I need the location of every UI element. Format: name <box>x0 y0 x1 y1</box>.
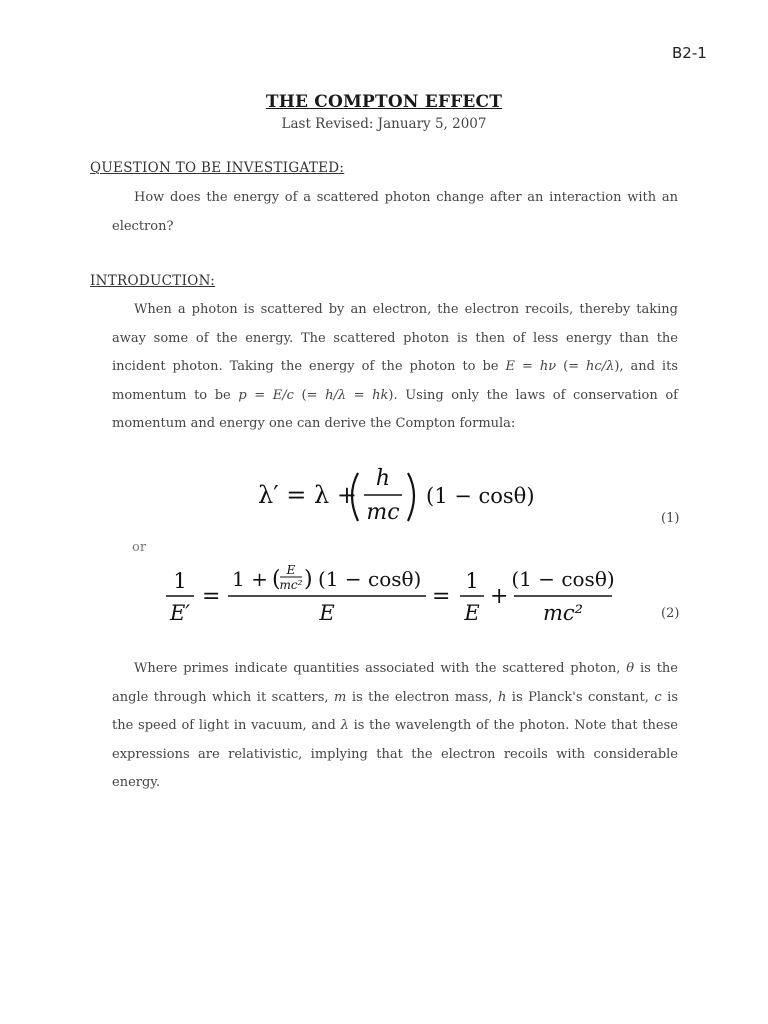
title-block <box>0 92 768 132</box>
equation-2-number: (2) <box>661 606 680 621</box>
eq2-equals-2: = <box>432 584 451 609</box>
eq2-r2-denominator: mc² <box>542 601 584 625</box>
eq1-fraction-numerator: h <box>375 466 391 491</box>
eq1-lhs: λ′ = λ + <box>258 481 357 509</box>
eq2-mid-numerator-pre: 1 + <box>232 567 268 591</box>
eq2-r1-denominator: E <box>464 601 480 625</box>
eq2-mid-numerator-post: (1 − cosθ) <box>318 567 422 591</box>
question-heading: QUESTION TO BE INVESTIGATED: <box>90 160 345 176</box>
eq1-tail: (1 − cosθ) <box>426 484 535 508</box>
svg-text:(: ( <box>272 567 281 592</box>
eq2-r2-numerator: (1 − cosθ) <box>511 567 615 591</box>
introduction-paragraph-1: When a photon is scattered by an electron, the electron recoils, thereby taking away some of the energy. The scattered photon is then of less energy than the incident photon. Taking the energy of the photon to be E = hν (= hc/λ), and its momentum to be p = E/c (= h/λ = hk). Using only the laws of conservation of momentum and energy one can derive the Compton formula: <box>112 302 678 431</box>
eq2-lhs-numerator: 1 <box>173 569 187 593</box>
eq2-mid-small-denominator: mc² <box>279 578 303 592</box>
revision-date: Last Revised: January 5, 2007 <box>281 116 487 132</box>
eq1-fraction-denominator: mc <box>366 500 400 525</box>
equation-1 <box>250 455 540 535</box>
eq2-equals-1: = <box>202 584 221 609</box>
document-title: THE COMPTON EFFECT <box>265 92 503 112</box>
introduction-heading: INTRODUCTION: <box>90 273 216 289</box>
or-connector: or <box>132 540 147 555</box>
question-text: How does the energy of a scattered photon change after an interaction with an electron? <box>112 190 678 234</box>
equation-1-number: (1) <box>661 511 680 526</box>
eq2-lhs-denominator: E′ <box>169 601 191 625</box>
page-number: B2-1 <box>672 44 707 62</box>
eq2-mid-small-numerator: E <box>286 563 296 577</box>
eq2-plus: + <box>490 584 509 609</box>
svg-text:): ) <box>304 567 313 592</box>
eq2-mid-denominator: E <box>319 601 335 625</box>
eq2-r1-numerator: 1 <box>465 569 479 593</box>
equation-2 <box>160 558 620 632</box>
introduction-paragraph-2: Where primes indicate quantities associated with the scattered photon, θ is the angle through which it scatters, m is the electron mass, h is Planck's constant, c is the speed of light in vacuum, and λ is the wavelength of the photon. Note that these expressions are relativistic, implying that the electron recoils with considerable energy. <box>112 661 678 790</box>
